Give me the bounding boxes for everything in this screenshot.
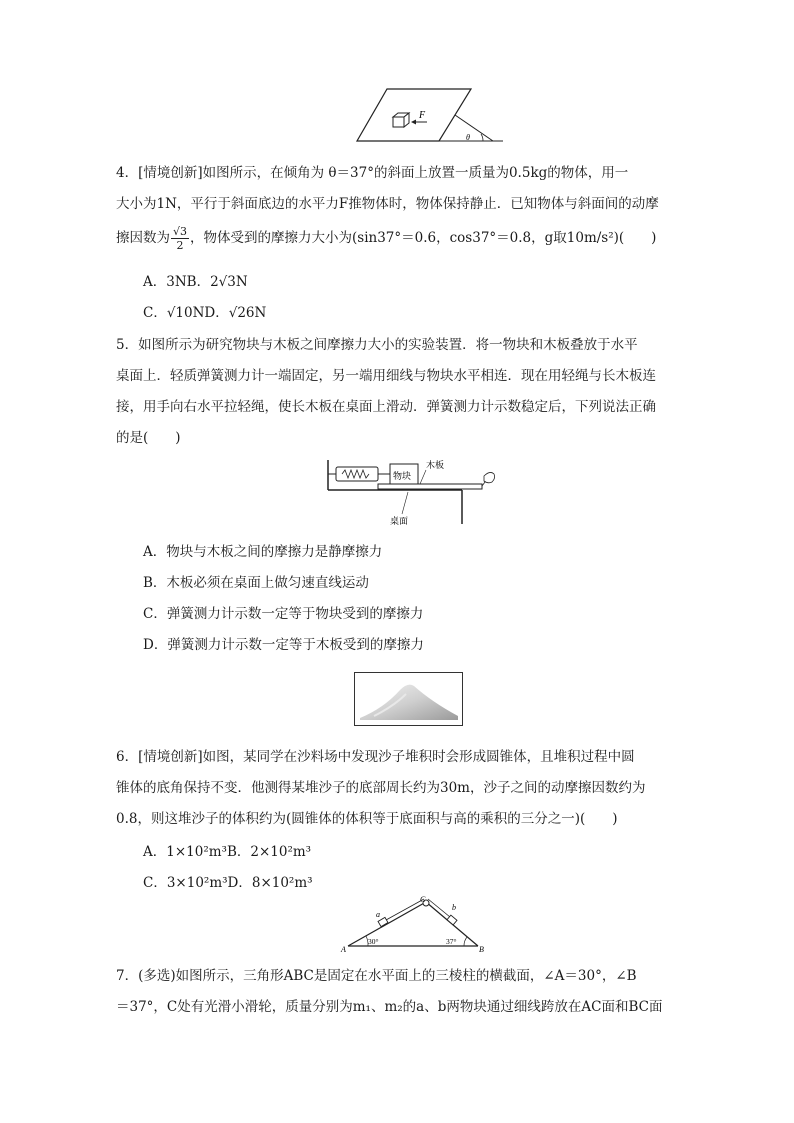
q5-line1: 5．如图所示为研究物块与木板之间摩擦力大小的实验装置．将一物块和木板叠放于水平 — [116, 337, 638, 353]
block-on-incline — [393, 113, 409, 127]
label-b: b — [452, 903, 456, 912]
q4-line2: 大小为1N，平行于斜面底边的水平力F推物体时，物体保持静止．已知物体与斜面间的动摩 — [116, 196, 659, 212]
q4-line3 — [116, 223, 686, 254]
q5-option-d: D．弹簧测力计示数一定等于木板受到的摩擦力 — [143, 637, 424, 653]
q5-line4: 的是( ) — [116, 430, 181, 446]
q6-option-ab: A．1×10²m³B．2×10²m³ — [143, 844, 312, 860]
q4-option-ab: A．3NB．2√3N — [143, 274, 248, 290]
label-A: A — [341, 945, 346, 952]
table-label: 桌面 — [390, 517, 409, 527]
fraction-numerator: √3 — [173, 225, 188, 238]
apparatus-figure — [322, 456, 498, 530]
fraction-denominator: 2 — [176, 239, 184, 252]
q5-line2: 桌面上．轻质弹簧测力计一端固定，另一端用细线与物块水平相连．现在用轻绳与长木板连 — [116, 368, 656, 384]
q5-line3: 接，用手向右水平拉轻绳，使长木板在桌面上滑动．弹簧测力计示数稳定后，下列说法正确 — [116, 399, 656, 415]
prism-figure — [338, 894, 488, 952]
board — [378, 484, 482, 489]
q6-line1: 6．[情境创新]如图，某同学在沙料场中发现沙子堆积时会形成圆锥体，且堆积过程中圆 — [116, 749, 635, 765]
hand-icon — [484, 472, 495, 482]
block-label: 物块 — [393, 472, 412, 482]
q7-line2: ＝37°，C处有光滑小滑轮，质量分别为m₁、m₂的a、b两物块通过细线跨放在AC面和BC面 — [116, 999, 663, 1015]
force-label: F — [419, 110, 426, 121]
q6-line2: 锥体的底角保持不变．他测得某堆沙子的底部周长约为30m，沙子之间的动摩擦因数约为 — [116, 780, 646, 796]
q4-line1: 4．[情境创新]如图所示，在倾角为 θ＝37°的斜面上放置一质量为0.5kg的物体，用一 — [116, 165, 629, 181]
q4-option-cd: C．√10ND．√26N — [143, 305, 267, 321]
label-a: a — [376, 910, 380, 919]
block-b — [447, 915, 457, 925]
label-B: B — [479, 945, 484, 952]
spring-scale — [328, 467, 388, 481]
sand-pile-photo — [354, 672, 463, 726]
q4-line3-end: ，物体受到的摩擦力大小为(sin37°＝0.6，cos37°＝0.8，g取10m/s²)( ) — [190, 230, 657, 246]
incline-figure — [355, 85, 505, 147]
sqrt3-over-2-fraction — [171, 225, 189, 252]
q7-line1: 7．(多选)如图所示，三角形ABC是固定在水平面上的三棱柱的横截面，∠A＝30°，∠B — [116, 968, 637, 984]
q5-option-a: A．物块与木板之间的摩擦力是静摩擦力 — [143, 544, 383, 560]
board-label: 木板 — [426, 461, 445, 471]
q6-line3: 0.8，则这堆沙子的体积约为(圆锥体的体积等于底面积与高的乘积的三分之一)( ) — [116, 811, 618, 827]
q5-option-c: C．弹簧测力计示数一定等于物块受到的摩擦力 — [143, 606, 424, 622]
label-c: C — [420, 895, 426, 904]
q5-option-b: B．木板必须在桌面上做匀速直线运动 — [143, 575, 369, 591]
angle-label: θ — [466, 133, 470, 142]
angle-a-label: 30° — [368, 937, 379, 946]
q4-line3-start: 擦因数为 — [116, 230, 170, 246]
angle-b-label: 37° — [446, 937, 457, 946]
q6-option-cd: C．3×10²m³D．8×10²m³ — [143, 875, 313, 891]
